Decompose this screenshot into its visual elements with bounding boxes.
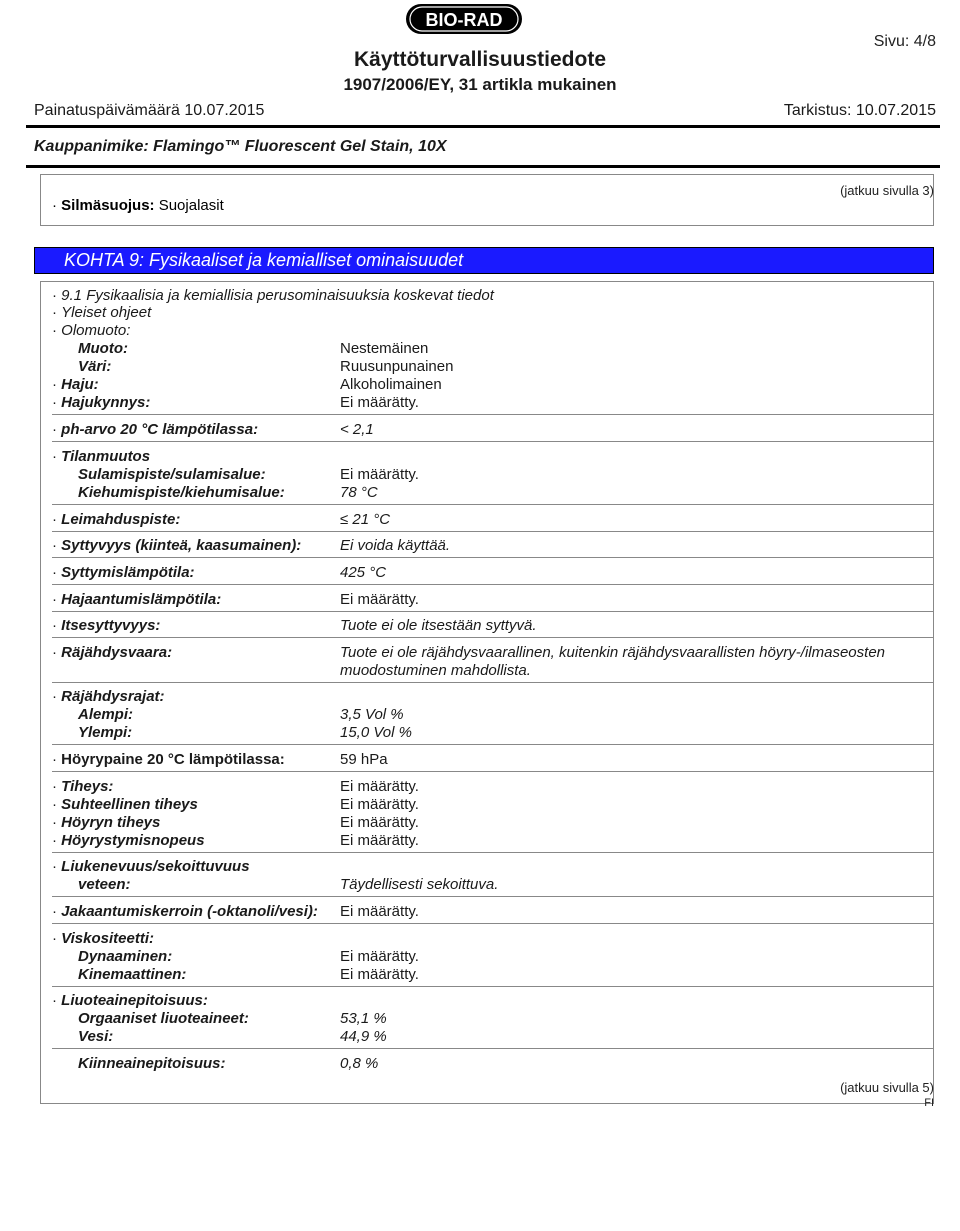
density-label: · Tiheys:: [52, 778, 113, 795]
melting-point-label: Sulamispiste/sulamisalue:: [78, 466, 266, 483]
solids-content-label: Kiinneainepitoisuus:: [78, 1055, 226, 1072]
dynamic-viscosity-value: Ei määrätty.: [340, 948, 419, 965]
page-number: Sivu: 4/8: [873, 33, 936, 50]
divider: [52, 557, 934, 558]
organic-solvents-label: Orgaaniset liuoteaineet:: [78, 1010, 249, 1027]
partition-coefficient-value: Ei määrätty.: [340, 903, 419, 920]
header-divider: [26, 125, 940, 128]
vapor-density-label: · Höyryn tiheys: [52, 814, 160, 831]
water-content-label: Vesi:: [78, 1028, 114, 1045]
revision-date: Tarkistus: 10.07.2015: [783, 102, 936, 119]
section-title: KOHTA 9: Fysikaaliset ja kemialliset ominaisuudet: [64, 250, 464, 270]
explosion-hazard-value-continued: muodostuminen mahdollista.: [340, 662, 531, 679]
continued-from: (jatkuu sivulla 3): [840, 183, 934, 198]
odor-label: · Haju:: [52, 376, 99, 393]
flash-point-value: ≤ 21 °C: [340, 511, 391, 528]
lower-limit-label: Alempi:: [78, 706, 134, 723]
divider: [52, 414, 934, 415]
language-code: FI: [924, 1097, 934, 1109]
odor-threshold-value: Ei määrätty.: [340, 394, 419, 411]
odor-value: Alkoholimainen: [340, 376, 442, 393]
divider: [52, 682, 934, 683]
relative-density-value: Ei määrätty.: [340, 796, 419, 813]
water-content-value: 44,9 %: [340, 1028, 387, 1045]
form-label: Muoto:: [78, 340, 128, 357]
water-solubility-value: Täydellisesti sekoittuva.: [340, 876, 499, 893]
ignition-temperature-value: 425 °C: [340, 564, 387, 581]
explosion-limits-heading: · Räjähdysrajat:: [52, 688, 165, 705]
divider: [52, 852, 934, 853]
form-heading: · Olomuoto:: [52, 322, 130, 339]
solids-content-value: 0,8 %: [340, 1055, 379, 1072]
upper-limit-value: 15,0 Vol %: [340, 724, 412, 741]
solubility-heading: · Liukenevuus/sekoittuvuus: [52, 858, 250, 875]
decomposition-temperature-label: · Hajaantumislämpötila:: [52, 591, 221, 608]
odor-threshold-label: · Hajukynnys:: [52, 394, 150, 411]
upper-limit-label: Ylempi:: [78, 724, 133, 741]
ph-value: < 2,1: [340, 421, 374, 438]
document-title: Käyttöturvallisuustiedote: [353, 48, 607, 71]
continued-on: (jatkuu sivulla 5): [840, 1080, 934, 1095]
viscosity-heading: · Viskositeetti:: [52, 930, 154, 947]
boiling-point-value: 78 °C: [340, 484, 378, 501]
melting-point-value: Ei määrätty.: [340, 466, 419, 483]
divider: [52, 504, 934, 505]
divider: [52, 896, 934, 897]
relative-density-label: · Suhteellinen tiheys: [52, 796, 198, 813]
ignition-temperature-label: · Syttymislämpötila:: [52, 564, 195, 581]
general-info-heading: · Yleiset ohjeet: [52, 304, 151, 321]
density-value: Ei määrätty.: [340, 778, 419, 795]
evaporation-rate-value: Ei määrätty.: [340, 832, 419, 849]
divider: [52, 531, 934, 532]
color-label: Väri:: [78, 358, 112, 375]
evaporation-rate-label: · Höyrystymisnopeus: [52, 832, 205, 849]
divider: [52, 1048, 934, 1049]
solvent-content-heading: · Liuoteainepitoisuus:: [52, 992, 208, 1009]
partition-coefficient-label: · Jakaantumiskerroin (-oktanoli/vesi):: [52, 903, 318, 920]
form-value: Nestemäinen: [340, 340, 429, 357]
vapor-density-value: Ei määrätty.: [340, 814, 419, 831]
dynamic-viscosity-label: Dynaaminen:: [78, 948, 173, 965]
brand-text: BIO-RAD: [425, 10, 503, 30]
kinematic-viscosity-value: Ei määrätty.: [340, 966, 419, 983]
divider: [52, 584, 934, 585]
flash-point-label: · Leimahduspiste:: [52, 511, 180, 528]
eye-protection-row: [52, 197, 224, 214]
eye-protection-value: Suojalasit: [158, 197, 224, 214]
document-subtitle: 1907/2006/EY, 31 artikla mukainen: [343, 75, 617, 94]
flammability-label: · Syttyvyys (kiinteä, kaasumainen):: [52, 537, 301, 554]
water-solubility-label: veteen:: [78, 876, 131, 893]
state-change-heading: · Tilanmuutos: [52, 448, 150, 465]
product-divider: [26, 165, 940, 168]
product-name: Kauppanimike: Flamingo™ Fluorescent Gel Stain, 10X: [34, 138, 447, 155]
divider: [52, 771, 934, 772]
vapor-pressure-value: 59 hPa: [340, 751, 388, 768]
print-date: Painatuspäivämäärä 10.07.2015: [34, 102, 265, 119]
explosion-hazard-label: · Räjähdysvaara:: [52, 644, 172, 661]
color-value: Ruusunpunainen: [340, 358, 454, 375]
bio-rad-logo: [405, 3, 523, 35]
divider: [52, 637, 934, 638]
kinematic-viscosity-label: Kinemaattinen:: [78, 966, 187, 983]
explosion-hazard-value: Tuote ei ole räjähdysvaarallinen, kuitenkin räjähdysvaarallisten höyry-/ilmaseosten: [340, 644, 886, 661]
boiling-point-label: Kiehumispiste/kiehumisalue:: [78, 484, 285, 501]
lower-limit-value: 3,5 Vol %: [340, 706, 404, 723]
vapor-pressure-label: · Höyrypaine 20 °C lämpötilassa:: [52, 751, 285, 768]
ph-label: · ph-arvo 20 °C lämpötilassa:: [52, 421, 258, 438]
divider: [52, 923, 934, 924]
subsection-9-1: · 9.1 Fysikaalisia ja kemiallisia perusominaisuuksia koskevat tiedot: [52, 287, 494, 304]
divider: [52, 744, 934, 745]
flammability-value: Ei voida käyttää.: [340, 537, 451, 554]
organic-solvents-value: 53,1 %: [340, 1010, 387, 1027]
eye-protection-label: Silmäsuojus:: [61, 197, 155, 214]
self-ignition-value: Tuote ei ole itsestään syttyvä.: [340, 617, 537, 634]
self-ignition-label: · Itsesyttyvyys:: [52, 617, 160, 634]
divider: [52, 611, 934, 612]
decomposition-temperature-value: Ei määrätty.: [340, 591, 419, 608]
divider: [52, 441, 934, 442]
divider: [52, 986, 934, 987]
